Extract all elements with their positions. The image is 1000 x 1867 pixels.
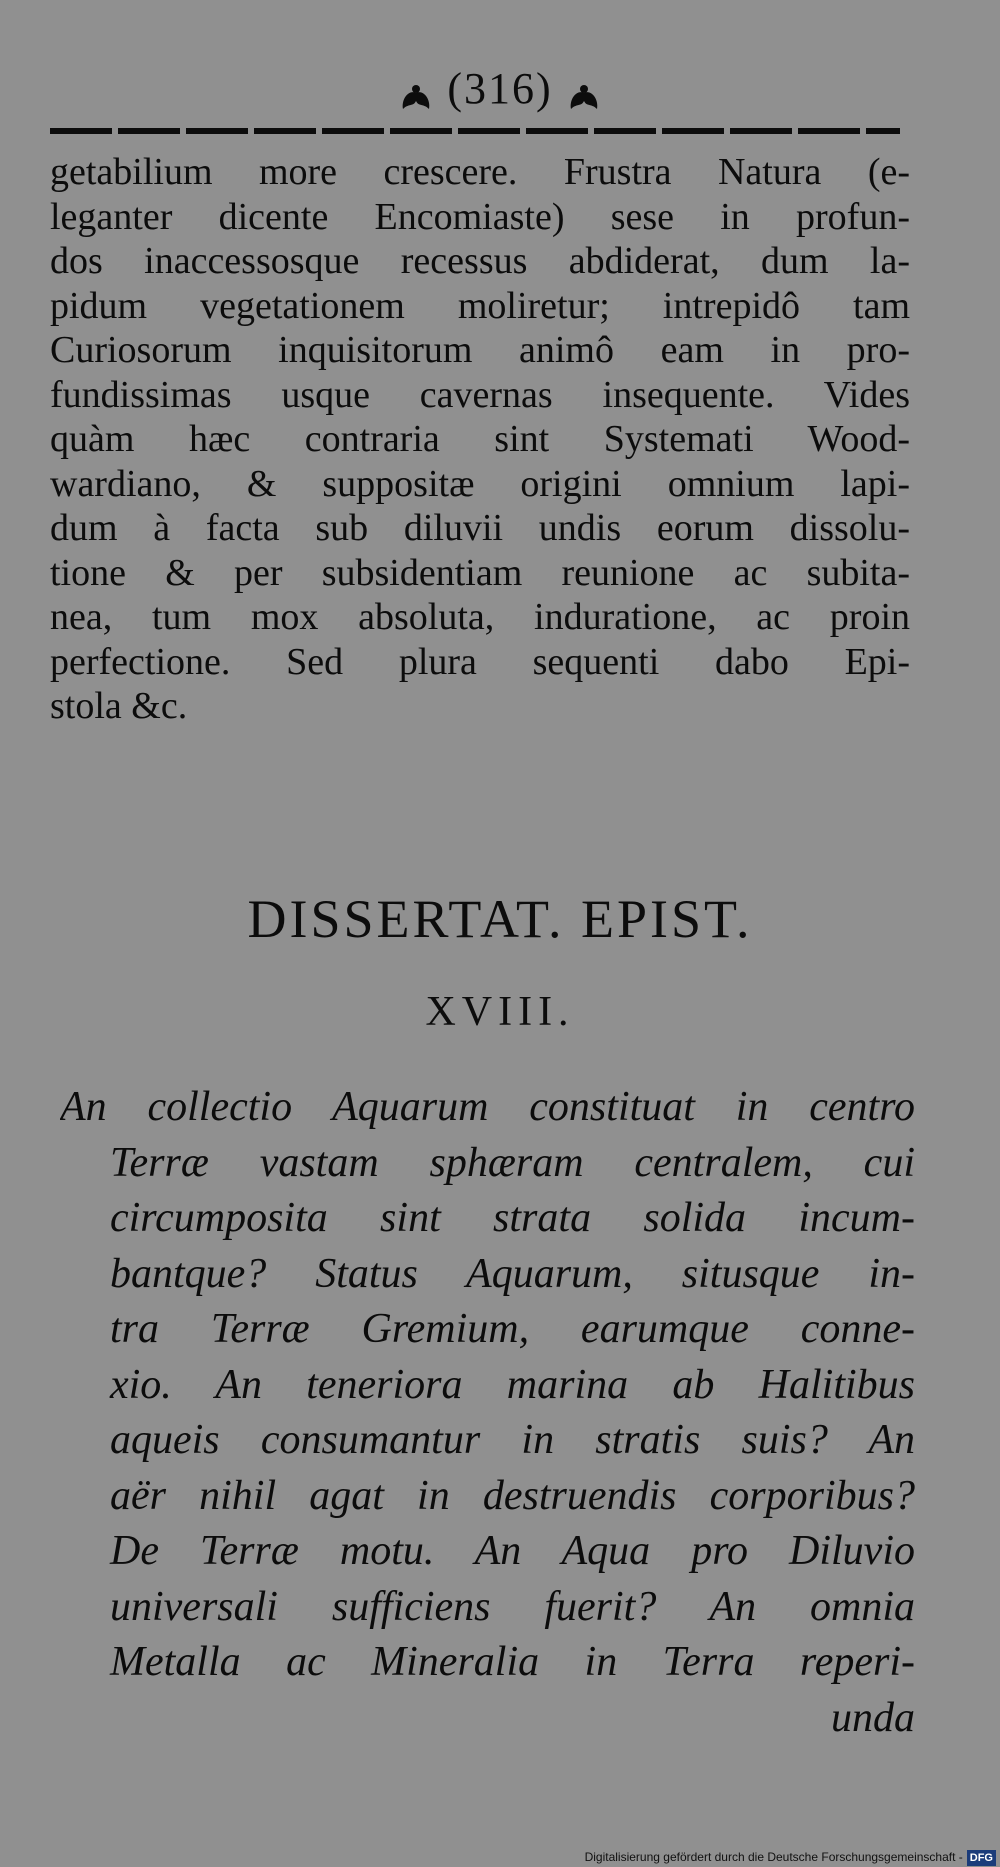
text-line: tione & per subsidentiam reunione ac subita- — [50, 551, 910, 594]
header-rule — [50, 128, 900, 134]
text-line: Curiosorum inquisitorum animô eam in pro- — [50, 329, 910, 371]
text-line: fundissimas usque cavernas insequente. Vides — [50, 373, 910, 416]
catchword: unda — [831, 1694, 915, 1741]
dfg-logo-icon: DFG — [967, 1850, 996, 1866]
digitization-credit — [0, 1847, 1000, 1867]
text-line: stola &c. — [50, 685, 188, 727]
section-title: DISSERTAT. EPIST. — [247, 889, 753, 949]
summary-line: bantque? Status Aquarum, situsque in- — [110, 1250, 915, 1297]
summary-line: xio. An teneriora marina ab Halitibus — [110, 1361, 915, 1408]
summary-line: De Terræ motu. An Aqua pro Diluvio — [110, 1528, 915, 1574]
summary-line: Metalla ac Mineralia in Terra reperi- — [110, 1639, 915, 1685]
text-line: nea, tum mox absoluta, induratione, ac proin — [50, 596, 910, 638]
summary-line: An collectio Aquarum constituat in centro — [60, 1084, 915, 1130]
summary-line: aër nihil agat in destruendis corporibus? — [110, 1472, 915, 1519]
text-line: dos inaccessosque recessus abdiderat, dum la- — [50, 240, 910, 282]
fleuron-left-icon — [399, 73, 433, 103]
text-line: pidum vegetationem moliretur; intrepidô tam — [50, 284, 910, 327]
summary-line: aqueis consumantur in stratis suis? An — [110, 1417, 915, 1463]
text-line: perfectione. Sed plura sequenti dabo Epi- — [50, 640, 910, 683]
credit-text: Digitalisierung gefördert durch die Deutsche Forschungsgemeinschaft - — [584, 1850, 963, 1864]
text-line: dum à facta sub diluvii undis eorum dissolu- — [50, 507, 910, 549]
section-number: XVIII. — [425, 989, 575, 1035]
summary-line: circumposita sint strata solida incum- — [110, 1195, 915, 1241]
section-summary — [60, 1080, 915, 1746]
text-line: getabilium more crescere. Frustra Natura (e- — [50, 151, 910, 193]
text-line: wardiano, & suppositæ origini omnium lapi- — [50, 462, 910, 505]
body-paragraph — [50, 150, 910, 729]
summary-line: Terræ vastam sphæram centralem, cui — [110, 1139, 915, 1186]
fleuron-right-icon — [567, 73, 601, 103]
text-line: quàm hæc contraria sint Systemati Wood- — [50, 418, 910, 460]
text-line: leganter dicente Encomiaste) sese in profun- — [50, 195, 910, 238]
page-number: (316) — [447, 63, 553, 113]
summary-line: universali sufficiens fuerit? An omnia — [110, 1583, 915, 1630]
page-header — [0, 58, 1000, 118]
summary-line: tra Terræ Gremium, earumque conne- — [110, 1306, 915, 1352]
